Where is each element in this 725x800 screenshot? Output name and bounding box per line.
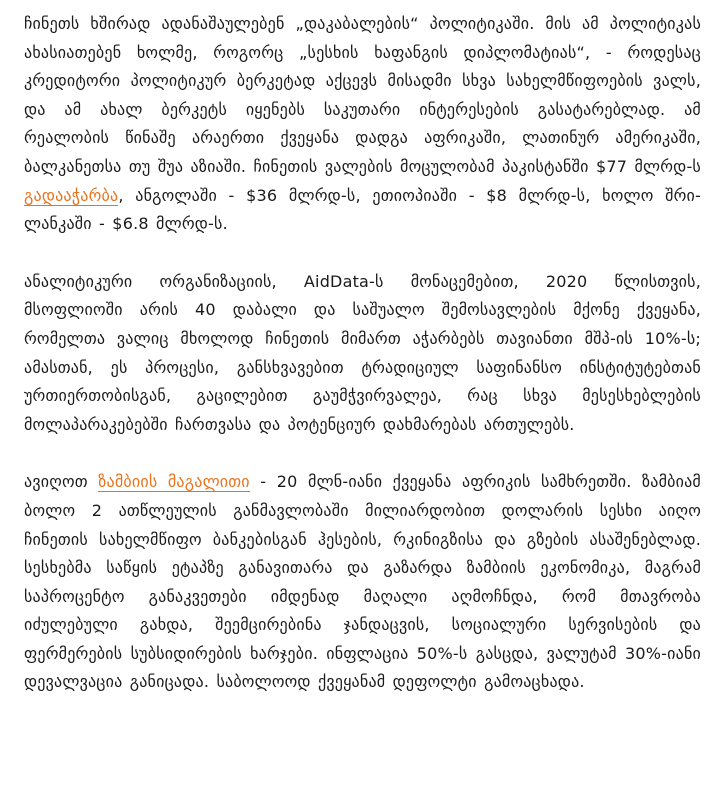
paragraph-zambia-example	[24, 468, 701, 697]
link-exceeded-source[interactable]: გადააჭარბა	[24, 185, 119, 205]
paragraph-text: - 20 მლნ-იანი ქვეყანა აფრიკის სამხრეთში. ზამბიამ ბოლო 2 ათწლეულის განმავლობაში მილიარდობით დოლარის სესხი აიღო ჩინეთის სახელმწიფო ბანკებისგან ჰესების, რკინიგზისა და გზების ასაშენებლად. სესხებმა საწყის ეტაპზე განავითარა და გაზარდა ზამბიის ეკონომიკა, მაგრამ საპროცენტო განაკვეთები იმდენად მაღალი აღმოჩნდა, რომ მთავრობა იძულებული გახდა, შეემცირებინა ჯანდაცვის, სოციალური სერვისების და ფერმერების სუბსიდირების ხარჯები. ინფლაცია 50%-ს გასცდა, ვალუტამ 30%-იანი დევალვაცია განიცადა. საბოლოოდ ქვეყანამ დეფოლტი გამოაცხადა.	[24, 472, 701, 692]
paragraph-text: , ანგოლაში - $36 მლრდ-ს, ეთიოპიაში - $8 მლრდ-ს, ხოლო შრი-ლანკაში - $6.8 მლრდ-ს.	[24, 185, 701, 234]
paragraph-text: ავიღოთ	[24, 472, 99, 492]
paragraph-text: ჩინეთს ხშირად ადანაშაულებენ „დაკაბალების“ პოლიტიკაში. მის ამ პოლიტიკას ახასიათებენ ხოლმე, როგორც „სესხის ხაფანგის დიპლომატიას“, - როდესაც კრედიტორი პოლიტიკურ ბერკეტად აქცევს მისადმი სხვა სახელმწიფოების ვალს, და ამ ახალ ბერკეტს იყენებს საკუთარი ინტერესების გასატარებლად. ამ რეალობის წინაშე არაერთი ქვეყანა დადგა აფრიკაში, ლათინურ ამერიკაში, ბალკანეთსა თუ შუა აზიაში. ჩინეთის ვალების მოცულობამ პაკისტანში $77 მლრდ-ს	[24, 14, 701, 176]
link-zambia-example[interactable]: ზამბიის მაგალითი	[98, 472, 250, 492]
paragraph-text: ანალიტიკური ორგანიზაციის, AidData-ს მონაცემებით, 2020 წლისთვის, მსოფლიოში არის 40 დაბალი და საშუალო შემოსავლების მქონე ქვეყანა, რომელთა ვალიც მხოლოდ ჩინეთის მიმართ აჭარბებს თავიანთი მშპ-ის 10%-ს; ამასთან, ეს პროცესი, განსხვავებით ტრადიციულ საფინანსო ინსტიტუტებთან ურთიერთობისგან, გაცილებით გაუმჭვირვალეა, რაც სხვა მესესხებლების მოლაპარაკებებში ჩართვასა და პოტენციურ დახმარებას ართულებს.	[24, 271, 701, 434]
paragraph-aiddata	[24, 268, 701, 440]
paragraph-china-debt-trap	[24, 10, 701, 239]
